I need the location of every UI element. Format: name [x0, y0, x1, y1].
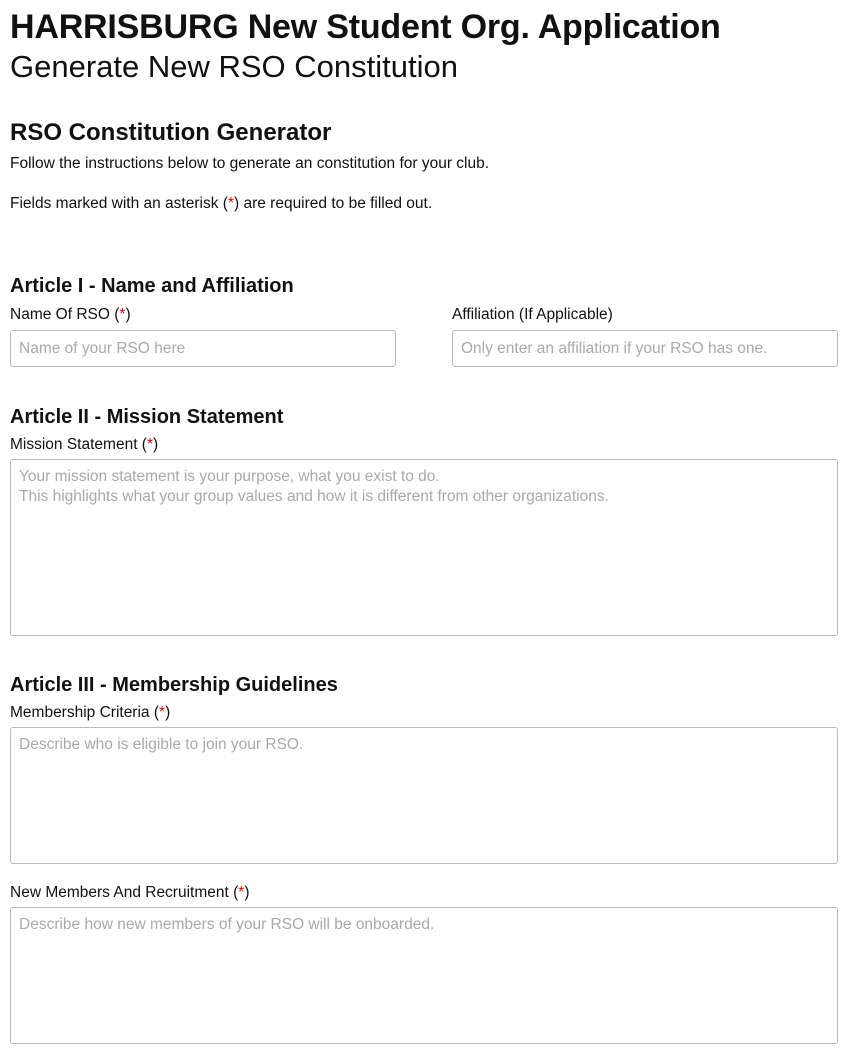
- required-asterisk: *: [146, 436, 154, 453]
- membership-criteria-textarea[interactable]: [10, 727, 838, 864]
- rso-name-label: [10, 305, 131, 325]
- page-subtitle: Generate New RSO Constitution: [10, 49, 458, 84]
- mission-statement-label: [10, 435, 158, 455]
- required-asterisk: *: [159, 704, 166, 721]
- rso-name-label-text: Name Of RSO (: [10, 306, 120, 323]
- article-2-heading: Article II - Mission Statement: [10, 406, 284, 428]
- required-asterisk: *: [227, 195, 234, 212]
- affiliation-input[interactable]: [452, 330, 838, 367]
- generator-title: RSO Constitution Generator: [10, 119, 332, 146]
- membership-criteria-label-close: ): [165, 704, 171, 721]
- membership-criteria-label: [10, 703, 170, 723]
- recruitment-textarea[interactable]: [10, 907, 838, 1044]
- required-fields-note: [10, 194, 432, 214]
- affiliation-label: Affiliation (If Applicable): [452, 306, 613, 323]
- generator-instructions: Follow the instructions below to generate an constitution for your club.: [10, 155, 490, 172]
- mission-statement-textarea[interactable]: [10, 459, 838, 636]
- required-asterisk: *: [119, 306, 126, 323]
- required-asterisk: *: [238, 884, 245, 901]
- recruitment-label-text: New Members And Recruitment (: [10, 884, 239, 901]
- article-3-heading: Article III - Membership Guidelines: [10, 674, 338, 696]
- recruitment-label: [10, 883, 250, 903]
- rso-name-label-close: ): [125, 306, 131, 323]
- required-note-text-end: ) are required to be filled out.: [233, 195, 433, 212]
- mission-statement-label-close: ): [153, 436, 159, 453]
- mission-statement-label-text: Mission Statement (: [10, 436, 147, 453]
- membership-criteria-label-text: Membership Criteria (: [10, 704, 160, 721]
- article-1-heading: Article I - Name and Affiliation: [10, 275, 294, 297]
- rso-name-input[interactable]: [10, 330, 396, 367]
- required-note-text-start: Fields marked with an asterisk (: [10, 195, 228, 212]
- recruitment-label-close: ): [244, 884, 250, 901]
- page-title: HARRISBURG New Student Org. Application: [10, 8, 721, 46]
